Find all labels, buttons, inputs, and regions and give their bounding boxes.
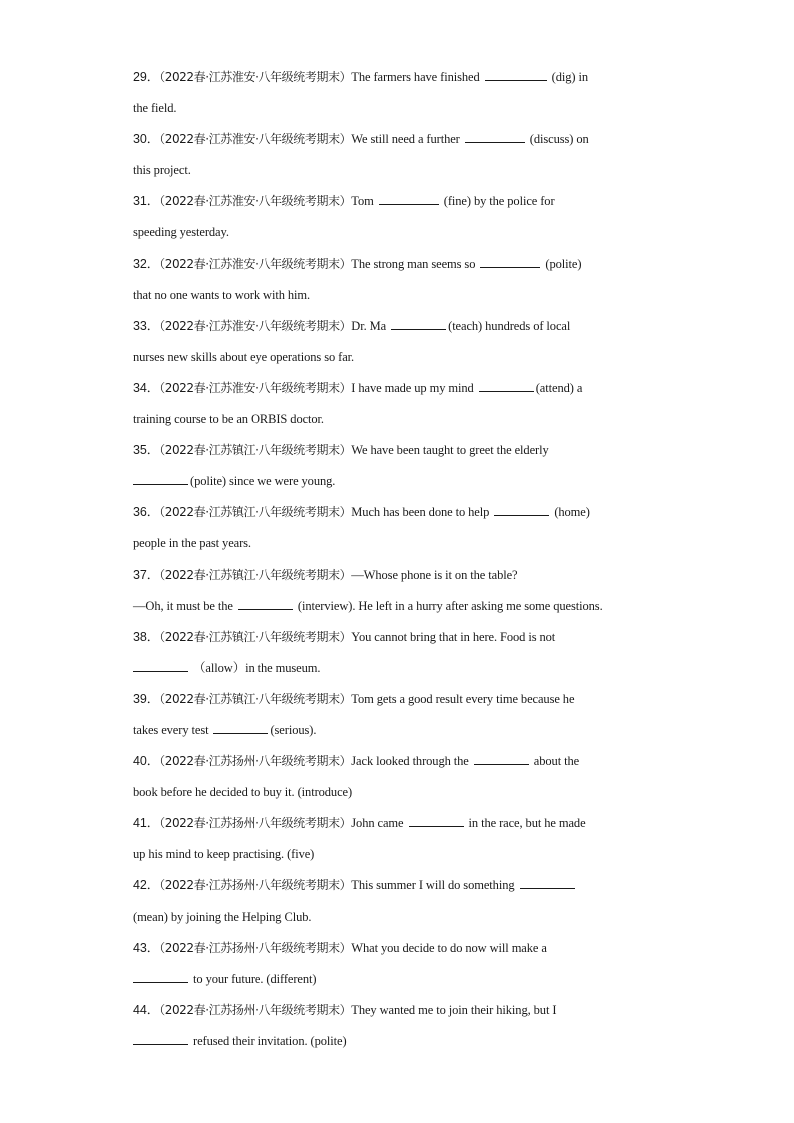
question-hint: about the bbox=[530, 754, 580, 769]
question-text: (serious). bbox=[270, 722, 317, 737]
question-text: —Oh, it must be the bbox=[133, 598, 236, 613]
question-31-line-2 bbox=[133, 217, 663, 248]
question-hint: (dig) in bbox=[548, 70, 589, 84]
question-text: training course to be an ORBIS doctor. bbox=[133, 412, 324, 427]
question-30-line-2 bbox=[133, 155, 663, 186]
question-source: （2022春·江苏淮安·八年级统考期末） bbox=[159, 194, 352, 209]
question-40-line-2 bbox=[133, 777, 663, 808]
question-35-line-1 bbox=[133, 435, 663, 466]
question-source: （2022春·江苏镇江·八年级统考期末） bbox=[159, 567, 352, 582]
question-38-line-2 bbox=[133, 653, 663, 684]
question-text: that no one wants to work with him. bbox=[133, 287, 311, 302]
question-hint: (home) bbox=[551, 505, 590, 520]
question-number: 29． bbox=[133, 70, 160, 84]
question-number: 30． bbox=[133, 132, 160, 147]
question-31-line-1 bbox=[133, 186, 663, 217]
question-source: （2022春·江苏镇江·八年级统考期末） bbox=[159, 443, 352, 458]
question-text: this project. bbox=[133, 163, 191, 178]
question-34-line-2 bbox=[133, 404, 663, 435]
question-text: Jack looked through the bbox=[351, 754, 472, 769]
answer-blank[interactable] bbox=[474, 752, 529, 765]
question-source: （2022春·江苏扬州·八年级统考期末） bbox=[159, 816, 352, 831]
question-source: （2022春·江苏扬州·八年级统考期末） bbox=[159, 1002, 352, 1017]
question-text: Much has been done to help bbox=[351, 505, 493, 520]
answer-blank[interactable] bbox=[494, 503, 549, 516]
question-text: (mean) by joining the Helping Club. bbox=[133, 909, 312, 924]
answer-blank[interactable] bbox=[465, 130, 525, 143]
question-source: （2022春·江苏淮安·八年级统考期末） bbox=[159, 70, 352, 84]
question-text: takes every test bbox=[133, 722, 212, 737]
question-33-line-2 bbox=[133, 342, 663, 373]
question-hint: (discuss) on bbox=[526, 132, 589, 147]
question-text: They wanted me to join their hiking, but I bbox=[351, 1002, 557, 1017]
question-hint: (teach) hundreds of local bbox=[448, 318, 571, 333]
answer-blank[interactable] bbox=[409, 814, 464, 827]
question-number: 44． bbox=[133, 1002, 160, 1017]
answer-blank[interactable] bbox=[391, 317, 446, 330]
question-40-line-1 bbox=[133, 746, 663, 777]
answer-blank[interactable] bbox=[480, 255, 540, 268]
question-text: book before he decided to buy it. (introduce) bbox=[133, 785, 353, 800]
question-44-line-2 bbox=[133, 1026, 663, 1057]
question-42-line-2 bbox=[133, 902, 663, 933]
question-38-line-1 bbox=[133, 622, 663, 653]
question-32-line-2 bbox=[133, 280, 663, 311]
question-source: （2022春·江苏扬州·八年级统考期末） bbox=[159, 940, 352, 955]
question-text: Tom bbox=[351, 194, 377, 209]
question-41-line-1 bbox=[133, 808, 663, 839]
question-text: to your future. (different) bbox=[190, 971, 317, 986]
question-text: —Whose phone is it on the table? bbox=[351, 567, 518, 582]
question-39-line-2 bbox=[133, 715, 663, 746]
question-number: 36． bbox=[133, 505, 160, 520]
question-text: I have made up my mind bbox=[351, 380, 477, 395]
question-number: 34． bbox=[133, 380, 160, 395]
question-36-line-2 bbox=[133, 528, 663, 559]
question-source: （2022春·江苏镇江·八年级统考期末） bbox=[159, 629, 352, 644]
question-37-line-2 bbox=[133, 591, 663, 622]
answer-blank[interactable] bbox=[238, 597, 293, 610]
question-text: This summer I will do something bbox=[351, 878, 518, 893]
question-text: speeding yesterday. bbox=[133, 225, 229, 240]
question-text: Dr. Ma bbox=[351, 318, 390, 333]
question-hint: in the race, but he made bbox=[465, 816, 586, 831]
question-35-line-2 bbox=[133, 466, 663, 497]
question-source: （2022春·江苏镇江·八年级统考期末） bbox=[159, 691, 352, 706]
question-source: （2022春·江苏淮安·八年级统考期末） bbox=[159, 132, 352, 147]
question-text: What you decide to do now will make a bbox=[351, 940, 547, 955]
answer-blank[interactable] bbox=[133, 970, 188, 983]
question-text: The farmers have finished bbox=[351, 70, 483, 84]
question-29-line-2 bbox=[133, 93, 663, 124]
question-number: 32． bbox=[133, 256, 160, 271]
question-text: up his mind to keep practising. (five) bbox=[133, 847, 315, 862]
question-source: （2022春·江苏扬州·八年级统考期末） bbox=[159, 878, 352, 893]
answer-blank[interactable] bbox=[485, 68, 547, 81]
question-text: (polite) since we were young. bbox=[190, 474, 336, 489]
question-list bbox=[133, 62, 663, 1057]
answer-blank[interactable] bbox=[133, 659, 188, 672]
answer-blank[interactable] bbox=[520, 876, 575, 889]
question-text: (interview). He left in a hurry after asking me some questions. bbox=[294, 598, 603, 613]
question-text: We have been taught to greet the elderly bbox=[351, 443, 549, 458]
question-hint: (fine) by the police for bbox=[440, 194, 555, 209]
question-source: （2022春·江苏淮安·八年级统考期末） bbox=[159, 380, 352, 395]
question-source: （2022春·江苏扬州·八年级统考期末） bbox=[159, 754, 352, 769]
question-source: （2022春·江苏镇江·八年级统考期末） bbox=[159, 505, 352, 520]
question-number: 43． bbox=[133, 940, 160, 955]
question-number: 42． bbox=[133, 878, 160, 893]
question-hint: (polite) bbox=[542, 256, 582, 271]
question-text: The strong man seems so bbox=[351, 256, 479, 271]
question-number: 37． bbox=[133, 567, 160, 582]
question-text: refused their invitation. (polite) bbox=[190, 1033, 347, 1048]
question-43-line-2 bbox=[133, 964, 663, 995]
question-number: 41． bbox=[133, 816, 160, 831]
question-41-line-2 bbox=[133, 839, 663, 870]
question-text: the field. bbox=[133, 101, 177, 116]
question-number: 33． bbox=[133, 318, 160, 333]
question-source: （2022春·江苏淮安·八年级统考期末） bbox=[159, 318, 352, 333]
answer-blank[interactable] bbox=[133, 1032, 188, 1045]
question-36-line-1 bbox=[133, 497, 663, 528]
answer-blank[interactable] bbox=[379, 192, 439, 205]
question-43-line-1 bbox=[133, 933, 663, 964]
question-30-line-1 bbox=[133, 124, 663, 155]
question-number: 39． bbox=[133, 691, 160, 706]
question-42-line-1 bbox=[133, 870, 663, 901]
question-text: nurses new skills about eye operations so far. bbox=[133, 349, 355, 364]
question-number: 38． bbox=[133, 629, 160, 644]
question-text: John came bbox=[351, 816, 407, 831]
question-number: 35． bbox=[133, 443, 160, 458]
question-text: （allow）in the museum. bbox=[190, 660, 321, 675]
question-source: （2022春·江苏淮安·八年级统考期末） bbox=[159, 256, 352, 271]
question-29-line-1 bbox=[133, 62, 663, 93]
question-text: Tom gets a good result every time because he bbox=[351, 691, 575, 706]
question-39-line-1 bbox=[133, 684, 663, 715]
question-number: 31． bbox=[133, 194, 160, 209]
answer-blank[interactable] bbox=[479, 379, 534, 392]
question-37-line-1 bbox=[133, 560, 663, 591]
question-44-line-1 bbox=[133, 995, 663, 1026]
question-number: 40． bbox=[133, 754, 160, 769]
question-text: people in the past years. bbox=[133, 536, 251, 551]
answer-blank[interactable] bbox=[213, 721, 268, 734]
answer-blank[interactable] bbox=[133, 472, 188, 485]
question-text: We still need a further bbox=[351, 132, 463, 147]
question-text: You cannot bring that in here. Food is not bbox=[351, 629, 556, 644]
question-32-line-1 bbox=[133, 249, 663, 280]
question-hint: (attend) a bbox=[535, 380, 583, 395]
question-34-line-1 bbox=[133, 373, 663, 404]
question-33-line-1 bbox=[133, 311, 663, 342]
